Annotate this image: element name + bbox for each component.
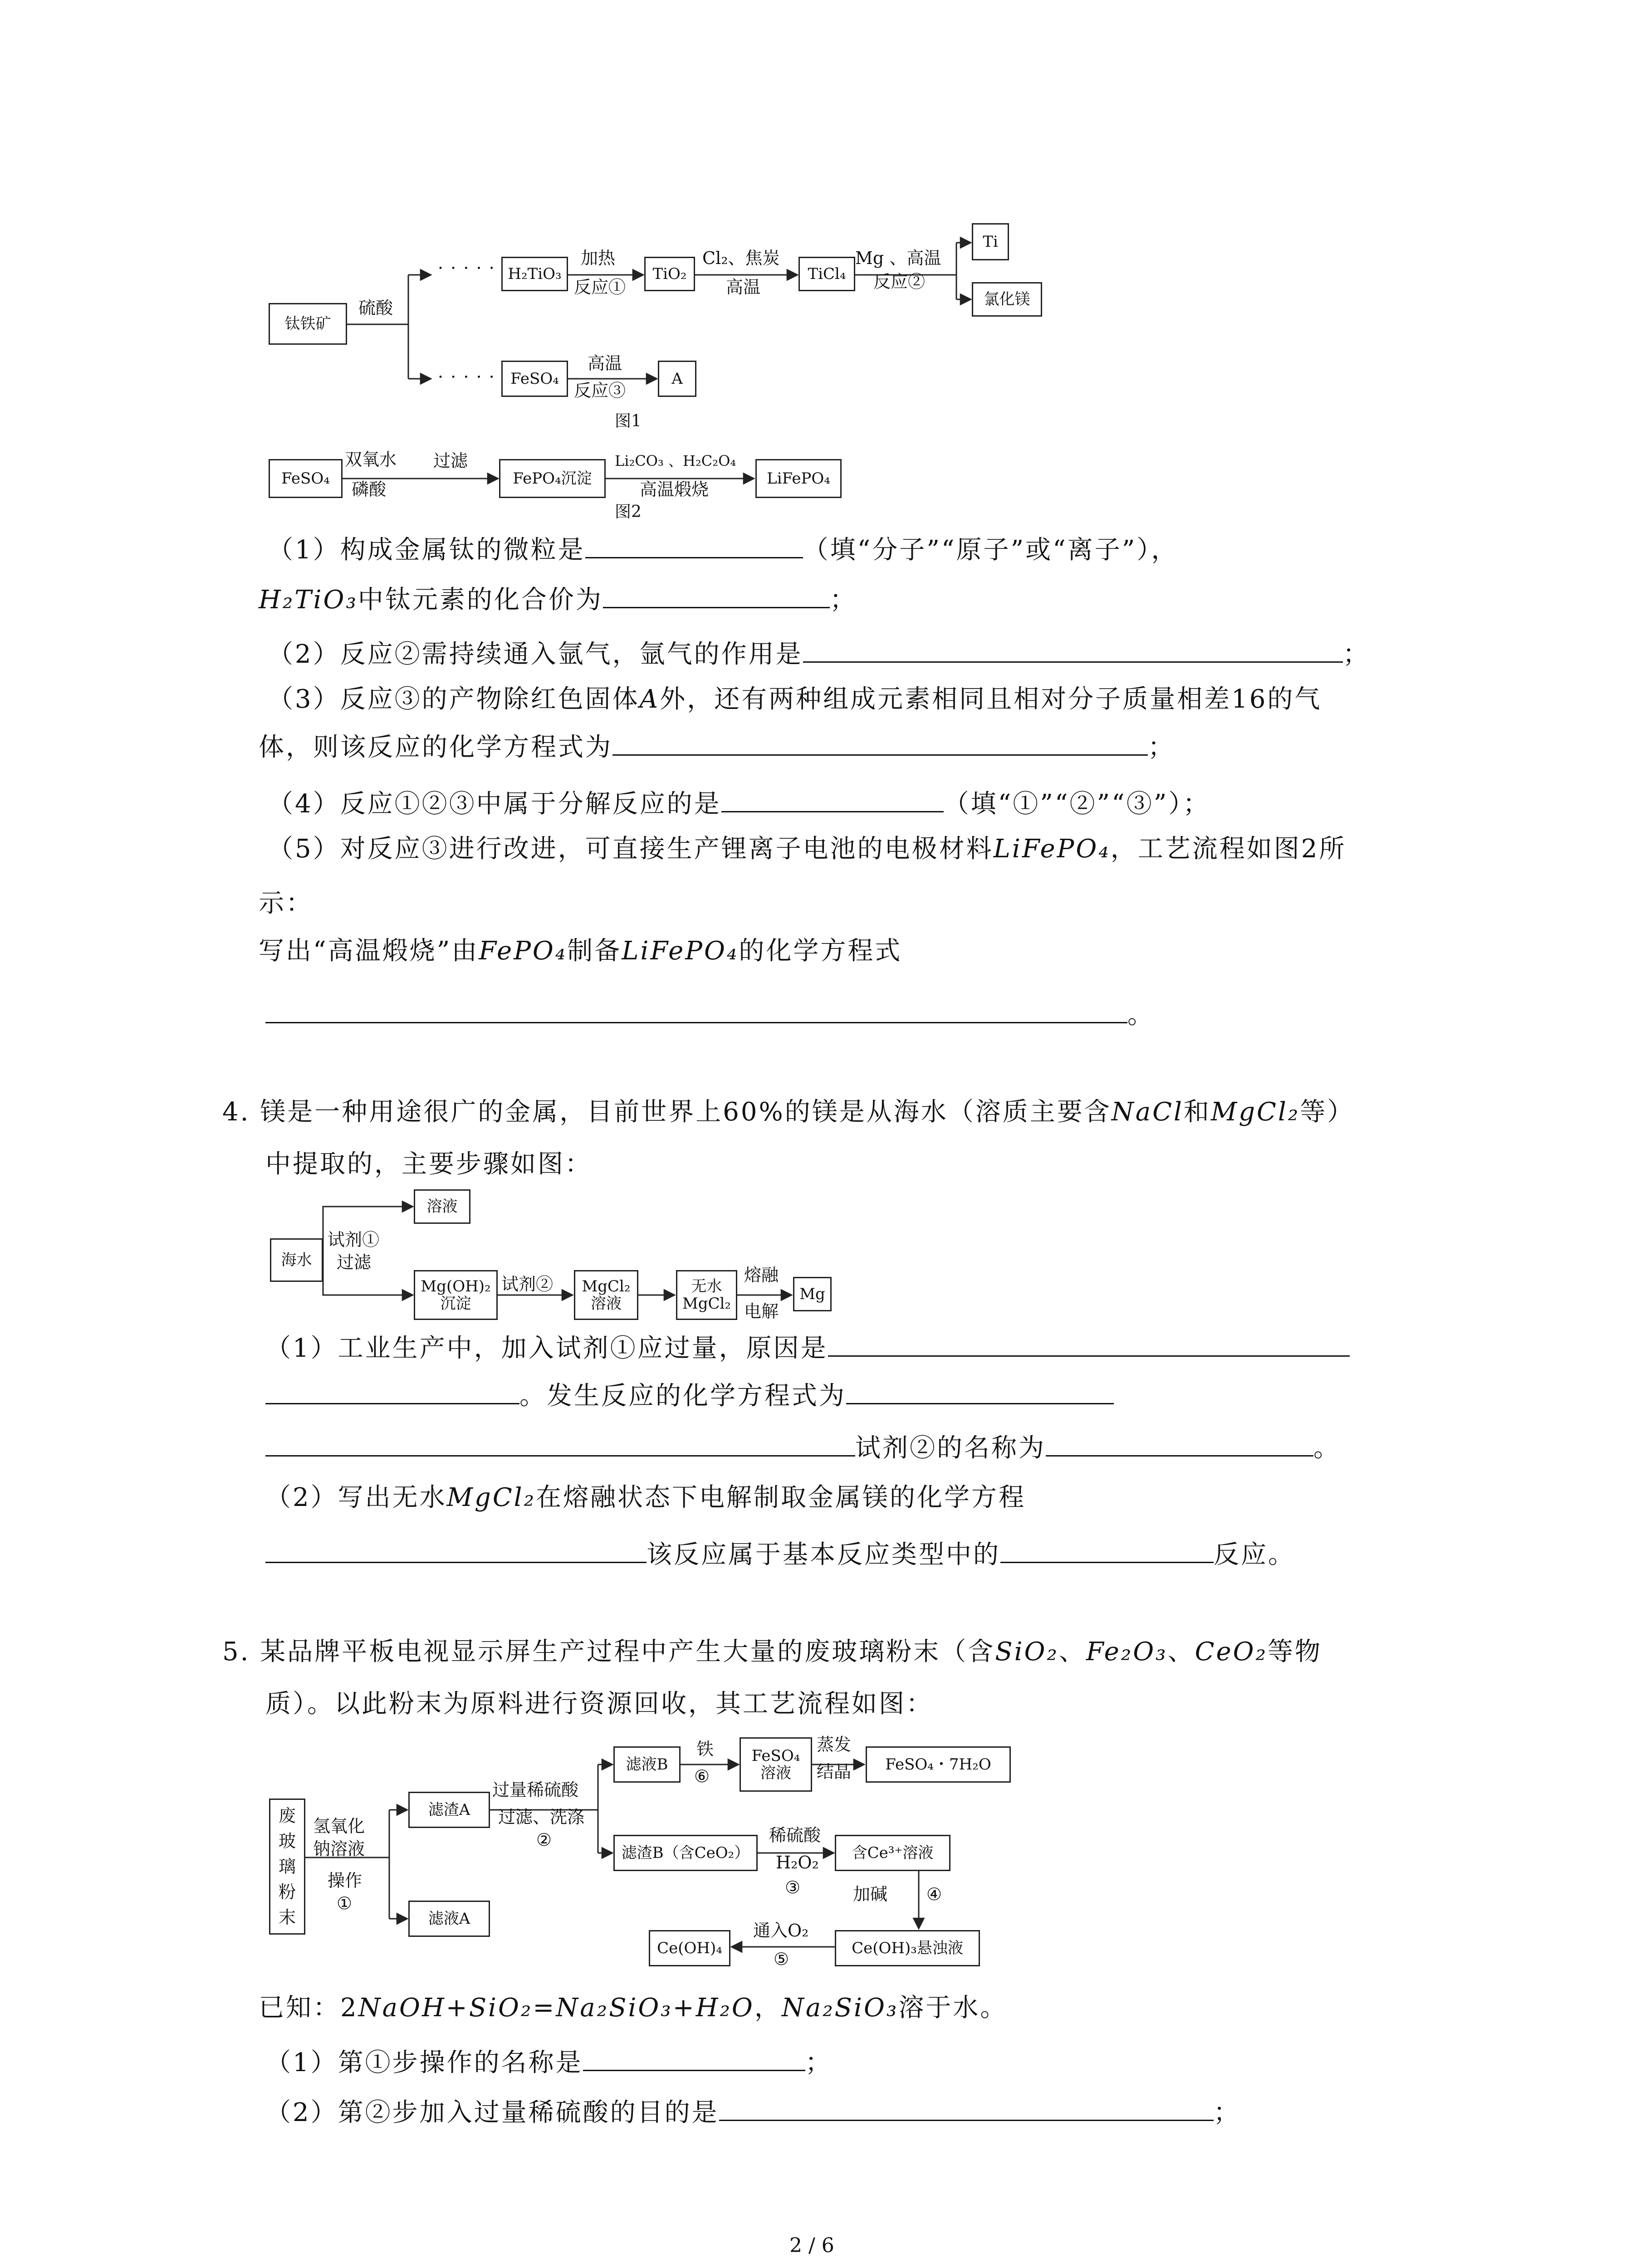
anhydrous-label: 无水 — [691, 1277, 722, 1295]
hightemp1-label: 高温 — [726, 277, 761, 297]
answer-blank[interactable] — [583, 2048, 805, 2071]
q4-line2: 中提取的，主要步骤如图： — [265, 1149, 592, 1179]
q5-sio2-formula: SiO₂ — [995, 1637, 1059, 1667]
h2tio3-box — [501, 257, 568, 291]
q3-lifepo4-formula: LiFePO₄ — [993, 834, 1111, 864]
evap-label-1: 蒸发 — [817, 1735, 852, 1755]
q3-p3b: 体，则该反应的化学方程式为 — [259, 733, 612, 762]
reaction3-label: 反应③ — [574, 381, 626, 401]
anhydrous-box — [676, 1270, 737, 1320]
q3-part2 — [268, 640, 1370, 669]
answer-blank[interactable] — [265, 1000, 1127, 1023]
q3-part3-line1 — [268, 685, 1322, 714]
fig2-reagents-label: Li₂CO₃ 、H₂C₂O₄ — [615, 452, 736, 469]
ceoh4-box — [649, 1930, 730, 1966]
answer-blank[interactable] — [603, 585, 830, 608]
h2o2-label-2: H₂O₂ — [776, 1853, 819, 1872]
dil-h2so4-2-label: 稀硫酸 — [769, 1825, 821, 1845]
q3-p3a: （3）反应③的产物除红色固体 — [268, 684, 640, 714]
filter2-label: 过滤 — [337, 1252, 372, 1272]
q4-s1c-end: 。 — [1313, 1433, 1341, 1463]
waste-glass-box — [269, 1799, 305, 1935]
q3-p1c-end: ； — [829, 585, 857, 615]
answer-blank[interactable] — [719, 2098, 1214, 2121]
seawater-label: 海水 — [281, 1251, 312, 1269]
q5-known-sep: ， — [754, 1993, 782, 2023]
q4-s2a2: 在熔融状态下电解制取金属镁的化学方程 — [536, 1483, 1026, 1512]
q3-p4-end: （填“①”“②”“③”）； — [943, 789, 1210, 819]
q4-line1 — [222, 1098, 1354, 1127]
q3-p2: （2）反应②需持续通入氩气，氩气的作用是 — [268, 640, 803, 669]
answer-blank[interactable] — [846, 1381, 1114, 1404]
q4-s1a: （1）工业生产中，加入试剂①应过量，原因是 — [265, 1334, 828, 1363]
step6-label: ⑥ — [694, 1766, 710, 1786]
fig1-caption: 图1 — [615, 412, 642, 430]
q4-l1-end: 等） — [1300, 1097, 1355, 1127]
residue-b-label: 滤渣B（含CeO₂） — [621, 1844, 750, 1862]
mgcl-label: 氯化镁 — [984, 290, 1030, 308]
mg-hightemp-label: Mg 、高温 — [855, 248, 941, 268]
answer-blank[interactable] — [265, 1540, 647, 1563]
acid-label: 硫酸 — [358, 298, 393, 318]
q5-sub1 — [265, 2048, 833, 2077]
answer-blank[interactable] — [585, 535, 803, 558]
q4-l1-and: 和 — [1183, 1097, 1211, 1127]
q5-sep2: 、 — [1167, 1637, 1195, 1667]
q4-s2a: （2）写出无水 — [265, 1483, 447, 1512]
q4-sub2-line2 — [265, 1540, 1295, 1569]
answer-blank[interactable] — [265, 1433, 855, 1457]
lifepo4-label: LiFePO₄ — [767, 469, 830, 488]
q4-s2b-end: 反应。 — [1214, 1540, 1295, 1569]
heat-label: 加热 — [581, 248, 616, 268]
q3-p5a2: ，工艺流程如图2所 — [1110, 834, 1347, 864]
q4-sub1-line3 — [265, 1433, 1341, 1463]
q4-mgcl2-formula: MgCl₂ — [1210, 1097, 1300, 1127]
waste-char: 璃 — [278, 1857, 296, 1877]
mg-label: Mg — [799, 1285, 825, 1303]
ce3-label: 含Ce³⁺溶液 — [852, 1844, 934, 1862]
q5-l1a: 5. 某品牌平板电视显示屏生产过程中产生大量的废玻璃粉末（含 — [222, 1637, 995, 1667]
reagent1-label: 试剂① — [328, 1230, 380, 1250]
dil-h2so4-label: 过量稀硫酸 — [492, 1780, 579, 1800]
q3-p5c3: 的化学方程式 — [739, 936, 902, 966]
fepo4-label: FePO₄沉淀 — [513, 469, 592, 488]
naoh-label-2: 钠溶液 — [313, 1839, 365, 1859]
a-box — [658, 361, 696, 397]
q3-part3-line2 — [259, 733, 1175, 762]
seawater-box — [270, 1238, 323, 1282]
q3-part1-line1 — [268, 535, 1178, 565]
q3-part5-line2: 示： — [259, 889, 313, 918]
ppt-label: 沉淀 — [440, 1295, 471, 1313]
q5-s2: （2）第②步加入过量稀硫酸的目的是 — [265, 2098, 719, 2127]
q3-p1c: 中钛元素的化合价为 — [358, 585, 603, 615]
hightemp3-label: 高温 — [588, 353, 622, 373]
waste-char: 玻 — [278, 1831, 296, 1851]
q4-sub1-line2 — [265, 1381, 1114, 1411]
reagent2-label: 试剂② — [501, 1274, 554, 1294]
ceoh4-label: Ce(OH)₄ — [657, 1939, 722, 1957]
page-number: 2 / 6 — [789, 2234, 834, 2257]
q3-part5-line4 — [265, 1000, 1155, 1030]
q5-fe2o3-formula: Fe₂O₃ — [1086, 1637, 1168, 1667]
q5-sub2 — [265, 2098, 1241, 2127]
q3-var-a: A — [639, 684, 660, 714]
tio2-label: TiO₂ — [652, 265, 687, 283]
electrolysis-label: 电解 — [744, 1301, 779, 1321]
feso4-sol-label-1: FeSO₄ — [751, 1747, 800, 1765]
q3-part4 — [268, 789, 1210, 819]
solution-box — [414, 1189, 470, 1224]
ticl4-label: TiCl₄ — [808, 265, 846, 283]
q3-p5c: 写出“高温煅烧”由 — [259, 936, 479, 966]
q3-part5-line3 — [259, 937, 902, 966]
q3-p2-end: ； — [1342, 640, 1370, 669]
ceoh3-label: Ce(OH)₃悬浊液 — [852, 1939, 963, 1957]
q3-part1-line2 — [259, 585, 857, 615]
waste-char: 粉 — [278, 1882, 296, 1902]
calcine-label: 高温煅烧 — [640, 479, 709, 499]
q4-s1c: 试剂②的名称为 — [855, 1433, 1046, 1463]
iron-label: 铁 — [696, 1739, 714, 1759]
q5-s1: （1）第①步操作的名称是 — [265, 2048, 583, 2077]
q4-nacl-formula: NaCl — [1111, 1097, 1184, 1127]
answer-blank[interactable] — [1046, 1433, 1313, 1457]
mgcl2-label: MgCl₂ — [582, 1277, 631, 1295]
a-label: A — [671, 370, 683, 388]
cl2-coke-label: Cl₂、焦炭 — [702, 248, 780, 268]
filtrate-a-box — [408, 1901, 490, 1937]
naoh-label-1: 氢氧化 — [313, 1816, 365, 1836]
q5-known-a: 已知：2 — [259, 1993, 358, 2023]
answer-blank[interactable] — [612, 733, 1148, 756]
solution-label: 溶液 — [426, 1198, 458, 1216]
q4-sub1-line1 — [265, 1334, 1350, 1363]
q3-h2tio3-formula: H₂TiO₃ — [259, 585, 358, 615]
residue-b-box — [613, 1835, 758, 1871]
q3-p3b-end: ； — [1148, 733, 1175, 762]
step2-label: ② — [536, 1830, 552, 1850]
q3-p1a: （1）构成金属钛的微粒是 — [268, 535, 585, 565]
mgoh2-box — [414, 1270, 498, 1320]
ore-label: 钛铁矿 — [284, 315, 331, 333]
step5-label: ⑤ — [774, 1949, 789, 1969]
mgcl2b-label: MgCl₂ — [682, 1295, 731, 1313]
reaction1-label: 反应① — [574, 277, 626, 297]
q5-s2-end: ； — [1213, 2098, 1241, 2127]
step3-label: ③ — [785, 1877, 801, 1897]
ce3-box — [835, 1835, 950, 1871]
sol2-label: 溶液 — [591, 1295, 622, 1313]
filtrate-a-label: 滤液A — [428, 1910, 470, 1928]
residue-a-label: 滤渣A — [428, 1801, 470, 1819]
filtrate-b-label: 滤液B — [626, 1755, 668, 1774]
mg-box — [793, 1277, 832, 1311]
filter-wash-label: 过滤、洗涤 — [498, 1807, 585, 1827]
q3-p5a: （5）对反应③进行改进，可直接生产锂离子电池的电极材料 — [268, 834, 994, 864]
q5-ceo2-formula: CeO₂ — [1195, 1637, 1268, 1667]
lifepo4-box — [755, 459, 842, 498]
answer-blank[interactable] — [721, 789, 944, 812]
dots-top: · · · · · — [438, 258, 495, 278]
q5-line1 — [222, 1637, 1322, 1667]
residue-a-box — [408, 1792, 490, 1828]
feso4-box — [501, 361, 568, 397]
answer-blank[interactable] — [803, 640, 1343, 663]
tio2-box — [644, 257, 695, 291]
q4-mgcl2-formula-2: MgCl₂ — [446, 1483, 536, 1512]
q5-line2: 质）。以此粉末为原料进行资源回收，其工艺流程如图： — [265, 1689, 933, 1719]
step4-label: ④ — [926, 1884, 942, 1904]
answer-blank[interactable] — [828, 1334, 1350, 1357]
h3po4-label: 磷酸 — [352, 479, 387, 499]
feso4-sol-box — [740, 1737, 812, 1792]
q3-p5c2: 制备 — [567, 936, 622, 966]
ti-box — [972, 223, 1009, 260]
q5-sep1: 、 — [1058, 1637, 1086, 1667]
feso4-label: FeSO₄ — [510, 370, 559, 388]
feso4-sol-label-2: 溶液 — [760, 1764, 791, 1782]
fig2-feso4-box — [269, 459, 343, 498]
op-label: 操作 — [328, 1871, 362, 1891]
ceoh3-box — [835, 1930, 980, 1966]
q5-known-b: 溶于水。 — [898, 1993, 1008, 2023]
answer-blank[interactable] — [265, 1381, 519, 1404]
h2tio3-label: H₂TiO₃ — [508, 265, 562, 283]
q3-lifepo4-formula-2: LiFePO₄ — [622, 936, 739, 966]
ti-label: Ti — [983, 233, 998, 251]
waste-char: 废 — [278, 1806, 296, 1826]
evap-label-2: 结晶 — [817, 1762, 852, 1782]
alkali-label: 加碱 — [853, 1884, 888, 1904]
dots-bottom: · · · · · — [438, 367, 495, 387]
fepo4-box — [499, 459, 606, 498]
fig2-feso4-label: FeSO₄ — [281, 469, 330, 488]
mgoh2-label: Mg(OH)₂ — [421, 1277, 491, 1295]
q3-p4: （4）反应①②③中属于分解反应的是 — [268, 789, 721, 819]
q3-fepo4-formula: FePO₄ — [479, 936, 568, 966]
ore-box — [269, 303, 347, 345]
product-label: FeSO₄・7H₂O — [885, 1755, 991, 1774]
fig2-caption: 图2 — [615, 503, 642, 521]
q4-l1a: 4. 镁是一种用途很广的金属，目前世界上60%的镁是从海水（溶质主要含 — [222, 1097, 1112, 1127]
o2-label: 通入O₂ — [753, 1921, 809, 1941]
waste-char: 末 — [278, 1907, 296, 1927]
answer-blank[interactable] — [1000, 1540, 1214, 1563]
h2o2-label: 双氧水 — [345, 450, 397, 469]
mgcl-box — [972, 282, 1042, 317]
q4-s1b: 。发生反应的化学方程式为 — [519, 1381, 846, 1411]
q3-part5-line1 — [268, 835, 1346, 864]
q3-p3a2: 外，还有两种组成元素相同且相对分子质量相差16的气 — [660, 684, 1322, 714]
q5-known-equation: NaOH+SiO₂=Na₂SiO₃+H₂O — [358, 1993, 754, 2023]
filtrate-b-box — [613, 1746, 681, 1783]
filter-label: 过滤 — [433, 451, 468, 471]
product-box — [866, 1746, 1011, 1783]
q3-p1b: （填“分子”“原子”或“离子”）， — [803, 535, 1179, 565]
q4-sub2-line1 — [265, 1483, 1026, 1512]
q3-p5d-end: 。 — [1127, 1000, 1155, 1030]
q5-l1-end: 等物 — [1267, 1637, 1322, 1667]
molten-label: 熔融 — [744, 1265, 779, 1285]
op-number: ① — [337, 1893, 353, 1913]
q5-na2sio3-formula: Na₂SiO₃ — [781, 1993, 899, 2023]
q4-s2b: 该反应属于基本反应类型中的 — [647, 1540, 1000, 1569]
q5-s1-end: ； — [805, 2048, 833, 2077]
q5-known — [259, 1994, 1007, 2023]
ticl4-box — [798, 257, 855, 291]
mgcl2-sol-box — [574, 1270, 638, 1320]
reaction2-label: 反应② — [873, 272, 926, 292]
